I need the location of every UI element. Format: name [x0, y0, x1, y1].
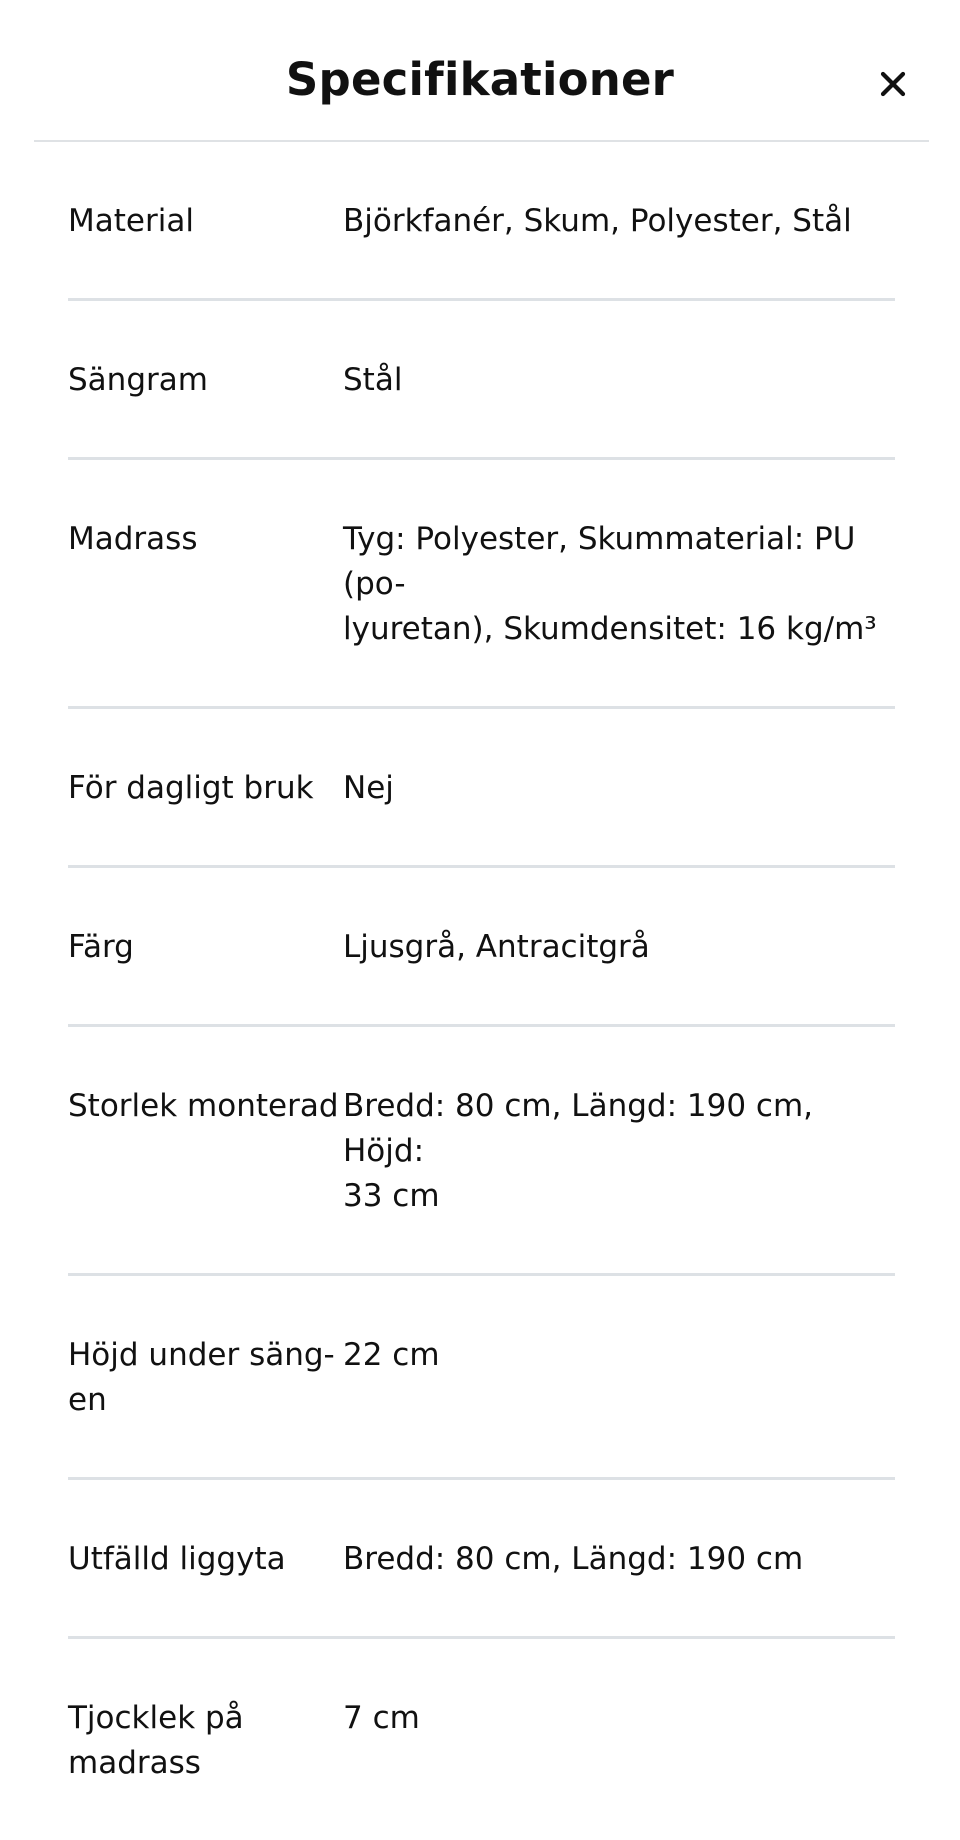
spec-label: För dagligt bruk: [68, 770, 314, 806]
spec-value-line: 33 cm: [343, 1178, 440, 1214]
spec-row-tjocklek-madrass: [68, 1639, 895, 1840]
spec-label-line: madrass: [68, 1745, 201, 1781]
spec-value-line: Tyg: Polyester, Skummaterial: PU (po-: [343, 521, 856, 602]
spec-label-line: en: [68, 1382, 107, 1418]
spec-label: Storlek monterad: [68, 1088, 339, 1124]
spec-label-line: Tjocklek på: [68, 1700, 244, 1736]
spec-value: [343, 1084, 895, 1219]
spec-row-utfalld-liggyta: [68, 1480, 895, 1639]
spec-row-storlek-monterad: [68, 1027, 895, 1276]
spec-row-madrass: [68, 460, 895, 709]
spec-value: Björkfanér, Skum, Polyester, Stål: [343, 203, 852, 239]
spec-row-material: [68, 142, 895, 301]
spec-label: Madrass: [68, 521, 198, 557]
spec-value-line: Bredd: 80 cm, Längd: 190 cm, Höjd:: [343, 1088, 813, 1169]
spec-label: Material: [68, 203, 194, 239]
spec-label: [68, 1696, 343, 1786]
page-title: Specifikationer: [285, 53, 675, 106]
spec-list: [68, 142, 895, 1840]
spec-row-dagligt-bruk: [68, 709, 895, 868]
spec-label: [68, 1333, 343, 1423]
spec-row-farg: [68, 868, 895, 1027]
close-icon: [880, 71, 906, 97]
spec-label-line: Höjd under säng-: [68, 1337, 335, 1373]
spec-value: Stål: [343, 362, 403, 398]
spec-value: 7 cm: [343, 1700, 420, 1736]
spec-label: Utfälld liggyta: [68, 1541, 286, 1577]
spec-value: Ljusgrå, Antracitgrå: [343, 929, 650, 965]
close-button[interactable]: [864, 55, 922, 113]
modal-header: [0, 0, 960, 142]
spec-row-hojd-under-sangen: [68, 1276, 895, 1480]
spec-value-line: lyuretan), Skumdensitet: 16 kg/m³: [343, 611, 877, 647]
spec-value: 22 cm: [343, 1337, 440, 1373]
spec-label: Färg: [68, 929, 134, 965]
spec-value: [343, 517, 895, 652]
spec-value: Nej: [343, 770, 394, 806]
spec-row-sangram: [68, 301, 895, 460]
spec-label: Sängram: [68, 362, 208, 398]
spec-value: Bredd: 80 cm, Längd: 190 cm: [343, 1541, 804, 1577]
